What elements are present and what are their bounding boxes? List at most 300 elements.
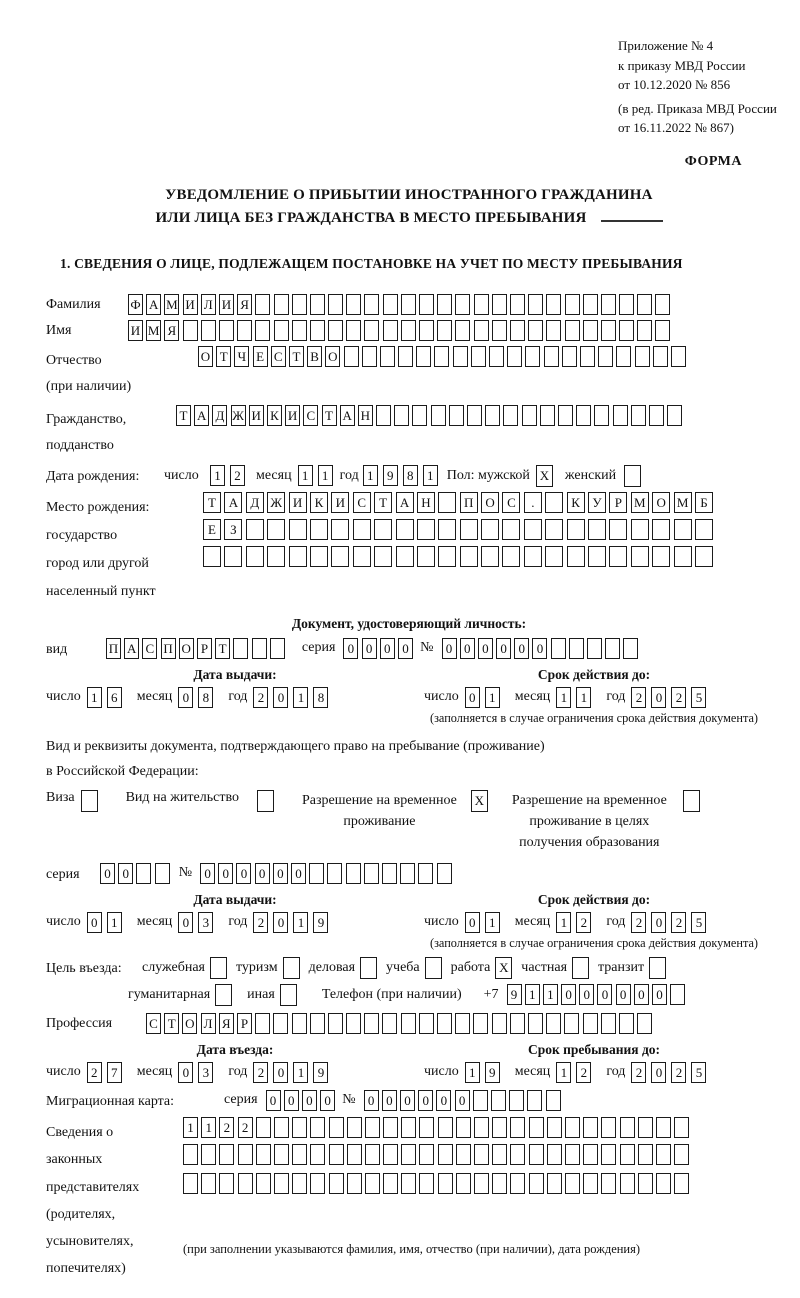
char-cell: О — [182, 1013, 197, 1034]
char-cell — [546, 320, 561, 341]
char-cell — [545, 546, 563, 567]
residence-permit-checkbox — [257, 790, 274, 812]
char-cell — [380, 346, 395, 367]
char-cell: А — [396, 492, 414, 513]
char-cell — [587, 638, 602, 659]
char-cell — [528, 294, 543, 315]
char-cell — [292, 1144, 307, 1165]
char-cell: 0 — [561, 984, 576, 1005]
char-cell — [346, 1013, 361, 1034]
char-cell — [437, 294, 452, 315]
char-cell — [412, 405, 427, 426]
char-cell — [417, 519, 435, 540]
char-cell: 1 — [485, 687, 500, 708]
validity-note: (заполняется в случае ограничения срока действия документа) — [429, 710, 759, 725]
char-cell — [292, 1173, 307, 1194]
year-label: год — [339, 467, 359, 483]
char-cell — [524, 519, 542, 540]
char-cell: Т — [164, 1013, 179, 1034]
char-cell: 2 — [253, 912, 268, 933]
month-label: месяц — [256, 467, 292, 483]
char-cell: 0 — [273, 687, 288, 708]
char-cell: А — [124, 638, 139, 659]
char-cell: 2 — [631, 912, 646, 933]
char-cell — [652, 546, 670, 567]
char-cell — [267, 546, 285, 567]
char-cell — [364, 863, 379, 884]
char-cell — [491, 1090, 506, 1111]
char-cell — [583, 1013, 598, 1034]
char-cell: И — [128, 320, 143, 341]
char-cell: 0 — [380, 638, 395, 659]
char-cell — [609, 519, 627, 540]
representatives-label: Сведения о законных представителях (родителях, усыновителях, попечителях) — [46, 1124, 140, 1277]
char-cell — [546, 294, 561, 315]
char-cell — [601, 1117, 616, 1138]
char-cell: 0 — [302, 1090, 317, 1111]
char-cell — [438, 546, 456, 567]
char-cell: 0 — [200, 863, 215, 884]
char-cell — [347, 1144, 362, 1165]
char-cell: 3 — [198, 1062, 213, 1083]
birthplace-row3-cells — [203, 546, 716, 567]
hdr-line: к приказу МВД России — [618, 57, 746, 73]
edu-permit-checkbox — [683, 790, 700, 812]
char-cell — [237, 320, 252, 341]
char-cell — [460, 519, 478, 540]
char-cell — [438, 519, 456, 540]
section-1-heading: 1. СВЕДЕНИЯ О ЛИЦЕ, ПОДЛЕЖАЩЕМ ПОСТАНОВКЕ НА УЧЕТ ПО МЕСТУ ПРЕБЫВАНИЯ — [60, 256, 683, 271]
char-cell — [280, 984, 297, 1006]
stay-date-col: Срок пребывания до: число 1 9 месяц 1 2 год 2 0 2 5 — [424, 1042, 764, 1083]
char-cell: Т — [216, 346, 231, 367]
char-cell: 2 — [253, 687, 268, 708]
char-cell — [588, 519, 606, 540]
char-cell: 2 — [671, 912, 686, 933]
patronymic-row — [46, 346, 772, 400]
char-cell: 0 — [178, 912, 193, 933]
char-cell — [256, 1173, 271, 1194]
profession-row — [46, 1013, 772, 1034]
char-cell: С — [146, 1013, 161, 1034]
char-cell — [376, 405, 391, 426]
issue-year-cells — [253, 687, 333, 708]
char-cell — [619, 294, 634, 315]
char-cell: 0 — [465, 687, 480, 708]
char-cell: 2 — [576, 912, 591, 933]
char-cell — [562, 346, 577, 367]
char-cell — [383, 1144, 398, 1165]
char-cell — [473, 1013, 488, 1034]
char-cell: 1 — [556, 912, 571, 933]
char-cell — [238, 1173, 253, 1194]
char-cell — [502, 519, 520, 540]
char-cell: 0 — [442, 638, 457, 659]
char-cell: 1 — [318, 465, 333, 486]
citizenship-cells — [176, 405, 685, 426]
char-cell — [274, 1173, 289, 1194]
char-cell: Р — [609, 492, 627, 513]
char-cell — [652, 519, 670, 540]
residence-valid-month-cells — [556, 912, 596, 933]
char-cell — [671, 346, 686, 367]
char-cell — [201, 1173, 216, 1194]
char-cell — [346, 294, 361, 315]
char-cell: Л — [201, 1013, 216, 1034]
char-cell — [474, 1144, 489, 1165]
mc-number-label: № — [342, 1092, 356, 1108]
birth-year-cells — [363, 465, 443, 486]
char-cell — [347, 1117, 362, 1138]
checkbox — [280, 984, 297, 1006]
char-cell — [540, 405, 555, 426]
char-cell — [346, 863, 361, 884]
purpose-option: иная — [247, 984, 297, 1006]
char-cell — [364, 294, 379, 315]
char-cell: 2 — [253, 1062, 268, 1083]
char-cell — [401, 1173, 416, 1194]
char-cell — [346, 320, 361, 341]
birthplace-cells-stack — [203, 492, 716, 573]
char-cell — [347, 1173, 362, 1194]
char-cell — [601, 294, 616, 315]
doc-series-label: серия — [301, 640, 336, 656]
char-cell — [583, 1144, 598, 1165]
char-cell — [329, 1173, 344, 1194]
char-cell — [522, 405, 537, 426]
char-cell: И — [285, 405, 300, 426]
char-cell: О — [179, 638, 194, 659]
char-cell: 0 — [343, 638, 358, 659]
char-cell: Т — [289, 346, 304, 367]
char-cell: 2 — [631, 1062, 646, 1083]
stay-day-cells — [465, 1062, 505, 1083]
char-cell — [638, 1144, 653, 1165]
char-cell — [656, 1144, 671, 1165]
char-cell — [396, 519, 414, 540]
char-cell — [502, 546, 520, 567]
firstname-label: Имя — [46, 323, 72, 338]
char-cell — [620, 1173, 635, 1194]
char-cell — [374, 519, 392, 540]
char-cell — [328, 1013, 343, 1034]
char-cell: Т — [176, 405, 191, 426]
char-cell: 8 — [313, 687, 328, 708]
char-cell: Ф — [128, 294, 143, 315]
regulation-header — [618, 36, 800, 138]
char-cell — [594, 405, 609, 426]
birthplace-label: Место рождения: государство город или другой населенный пункт — [46, 499, 156, 599]
char-cell: 0 — [178, 1062, 193, 1083]
char-cell — [565, 1144, 580, 1165]
char-cell — [419, 1173, 434, 1194]
char-cell — [327, 863, 342, 884]
char-cell — [620, 1117, 635, 1138]
char-cell — [219, 320, 234, 341]
char-cell: 0 — [236, 863, 251, 884]
document-title — [46, 184, 772, 231]
patronymic-label: Отчество (при наличии) — [46, 353, 132, 394]
checkbox — [283, 957, 300, 979]
char-cell: 0 — [100, 863, 115, 884]
char-cell: 9 — [485, 1062, 500, 1083]
char-cell — [492, 1144, 507, 1165]
char-cell — [257, 790, 274, 812]
char-cell — [481, 546, 499, 567]
char-cell — [289, 519, 307, 540]
char-cell — [81, 790, 98, 812]
char-cell — [619, 320, 634, 341]
char-cell: 1 — [556, 687, 571, 708]
checkbox — [649, 957, 666, 979]
temp-permit-checkbox — [471, 790, 488, 812]
char-cell — [638, 1173, 653, 1194]
valid-date-col: Срок действия до: число 0 1 месяц 1 1 год 2 0 2 5 (заполняется в случае ограничения срока действия документа) — [424, 667, 764, 726]
char-cell — [655, 294, 670, 315]
char-cell — [674, 1173, 689, 1194]
purpose-row-2 — [46, 984, 772, 1006]
mc-series-label: серия — [224, 1092, 258, 1108]
char-cell — [616, 346, 631, 367]
birthdate-label: Дата рождения: — [46, 469, 140, 485]
char-cell: Ж — [267, 492, 285, 513]
char-cell — [310, 294, 325, 315]
purpose-row-1 — [46, 957, 772, 979]
char-cell — [374, 546, 392, 567]
char-cell — [695, 546, 713, 567]
char-cell: С — [142, 638, 157, 659]
day-label: число — [164, 467, 199, 483]
citizenship-label: Гражданство, подданство — [46, 411, 127, 453]
issue-day-cells — [87, 687, 127, 708]
char-cell — [547, 1173, 562, 1194]
char-cell: 2 — [671, 687, 686, 708]
char-cell — [401, 1013, 416, 1034]
char-cell — [310, 519, 328, 540]
char-cell — [546, 1090, 561, 1111]
char-cell: Т — [203, 492, 221, 513]
char-cell: М — [146, 320, 161, 341]
char-cell — [547, 1117, 562, 1138]
char-cell: А — [340, 405, 355, 426]
permit-options-row — [46, 790, 772, 853]
char-cell — [674, 1117, 689, 1138]
char-cell — [401, 294, 416, 315]
identity-doc-row — [46, 638, 772, 659]
char-cell: 0 — [465, 912, 480, 933]
char-cell — [201, 1144, 216, 1165]
char-cell — [545, 492, 563, 513]
char-cell: 3 — [198, 912, 213, 933]
entry-day-cells — [87, 1062, 127, 1083]
char-cell — [400, 863, 415, 884]
residence-valid-col: Срок действия до: число 0 1 месяц 1 2 год 2 0 2 5 (заполняется в случае ограничения срока действия документа) — [424, 892, 764, 951]
checkbox — [495, 957, 512, 979]
char-cell — [289, 546, 307, 567]
char-cell — [510, 1117, 525, 1138]
residence-validity-note: (заполняется в случае ограничения срока действия документа) — [429, 935, 759, 950]
char-cell: Р — [237, 1013, 252, 1034]
char-cell — [637, 294, 652, 315]
char-cell: Т — [374, 492, 392, 513]
char-cell — [474, 294, 489, 315]
char-cell: 0 — [273, 863, 288, 884]
purpose-option: служебная — [142, 957, 227, 979]
char-cell — [456, 1144, 471, 1165]
char-cell — [567, 546, 585, 567]
char-cell: И — [183, 294, 198, 315]
char-cell — [565, 294, 580, 315]
char-cell: М — [631, 492, 649, 513]
char-cell — [183, 1173, 198, 1194]
char-cell — [255, 294, 270, 315]
representatives-row3-cells — [183, 1173, 692, 1194]
char-cell: И — [249, 405, 264, 426]
char-cell: 0 — [532, 638, 547, 659]
valid-year-cells — [631, 687, 711, 708]
char-cell — [419, 1144, 434, 1165]
char-cell — [569, 638, 584, 659]
checkbox — [572, 957, 589, 979]
residence-permit-label: Вид на жительство — [125, 789, 239, 805]
char-cell — [383, 294, 398, 315]
char-cell: 0 — [273, 912, 288, 933]
char-cell: 0 — [496, 638, 511, 659]
char-cell — [588, 546, 606, 567]
char-cell: К — [267, 405, 282, 426]
char-cell — [419, 320, 434, 341]
char-cell: О — [652, 492, 670, 513]
char-cell — [438, 1117, 453, 1138]
char-cell — [383, 1173, 398, 1194]
char-cell: 1 — [423, 465, 438, 486]
char-cell — [455, 294, 470, 315]
birth-day-cells — [210, 465, 250, 486]
char-cell: 2 — [576, 1062, 591, 1083]
purpose-option: учеба — [386, 957, 442, 979]
char-cell — [609, 546, 627, 567]
char-cell — [362, 346, 377, 367]
char-cell: 0 — [400, 1090, 415, 1111]
char-cell — [382, 1013, 397, 1034]
char-cell: 0 — [616, 984, 631, 1005]
char-cell: 1 — [183, 1117, 198, 1138]
residence-series-row — [46, 863, 772, 884]
doc-series-cells — [343, 638, 416, 659]
residence-valid-year-cells — [631, 912, 711, 933]
char-cell — [481, 519, 499, 540]
residence-doc-heading: Вид и реквизиты документа, подтверждающего право на пребывание (проживание) в Российской Федерации: — [46, 738, 545, 779]
char-cell — [528, 320, 543, 341]
checkbox — [215, 984, 232, 1006]
char-cell: П — [106, 638, 121, 659]
char-cell: 0 — [218, 863, 233, 884]
char-cell — [576, 405, 591, 426]
char-cell: 1 — [293, 1062, 308, 1083]
char-cell — [572, 957, 589, 979]
char-cell: 9 — [313, 912, 328, 933]
char-cell — [474, 1117, 489, 1138]
char-cell — [623, 638, 638, 659]
char-cell: 0 — [255, 863, 270, 884]
issue-month-cells — [178, 687, 218, 708]
residence-issue-col: Дата выдачи: число 0 1 месяц 0 3 год 2 0 1 9 — [46, 892, 424, 951]
char-cell — [353, 519, 371, 540]
char-cell — [292, 294, 307, 315]
char-cell — [344, 346, 359, 367]
char-cell — [637, 1013, 652, 1034]
char-cell — [485, 405, 500, 426]
profession-label: Профессия — [46, 1015, 113, 1031]
title-line-1: УВЕДОМЛЕНИЕ О ПРИБЫТИИ ИНОСТРАННОГО ГРАЖДАНИНА — [165, 186, 653, 203]
char-cell — [256, 1117, 271, 1138]
title-line-2: ИЛИ ЛИЦА БЕЗ ГРАЖДАНСТВА В МЕСТО ПРЕБЫВАНИЯ — [46, 207, 772, 230]
char-cell — [492, 1013, 507, 1034]
char-cell — [309, 863, 324, 884]
char-cell — [246, 546, 264, 567]
char-cell: Р — [197, 638, 212, 659]
char-cell — [270, 638, 285, 659]
char-cell — [583, 1117, 598, 1138]
char-cell: О — [325, 346, 340, 367]
char-cell — [649, 405, 664, 426]
char-cell — [524, 546, 542, 567]
char-cell: У — [588, 492, 606, 513]
char-cell — [601, 1144, 616, 1165]
char-cell — [583, 320, 598, 341]
char-cell: 0 — [398, 638, 413, 659]
char-cell — [219, 1144, 234, 1165]
char-cell — [656, 1117, 671, 1138]
birthdate-row — [46, 465, 772, 487]
char-cell: 0 — [178, 687, 193, 708]
char-cell — [637, 320, 652, 341]
char-cell: 1 — [525, 984, 540, 1005]
char-cell — [624, 465, 641, 487]
char-cell — [438, 492, 456, 513]
char-cell — [455, 1013, 470, 1034]
identity-doc-heading: Документ, удостоверяющий личность: — [291, 615, 527, 631]
char-cell — [695, 519, 713, 540]
representatives-row1-cells — [183, 1117, 692, 1138]
char-cell — [183, 1144, 198, 1165]
sex-label: Пол: мужской — [446, 467, 530, 483]
char-cell: Ж — [231, 405, 246, 426]
hdr-line: от 10.12.2020 № 856 — [618, 77, 731, 92]
char-cell — [455, 320, 470, 341]
char-cell: А — [224, 492, 242, 513]
residence-series-cells — [100, 863, 173, 884]
char-cell — [274, 320, 289, 341]
char-cell: С — [271, 346, 286, 367]
char-cell: X — [471, 790, 488, 812]
char-cell: 5 — [691, 687, 706, 708]
char-cell: 0 — [362, 638, 377, 659]
char-cell: 1 — [485, 912, 500, 933]
char-cell — [155, 863, 170, 884]
mc-number-cells — [364, 1090, 564, 1111]
char-cell: П — [460, 492, 478, 513]
char-cell — [674, 519, 692, 540]
char-cell: 0 — [652, 984, 667, 1005]
visa-label: Виза — [46, 789, 75, 805]
char-cell: 1 — [298, 465, 313, 486]
char-cell: В — [307, 346, 322, 367]
purpose-option: деловая — [309, 957, 377, 979]
char-cell: А — [146, 294, 161, 315]
surname-label: Фамилия — [46, 297, 101, 312]
char-cell — [419, 1013, 434, 1034]
